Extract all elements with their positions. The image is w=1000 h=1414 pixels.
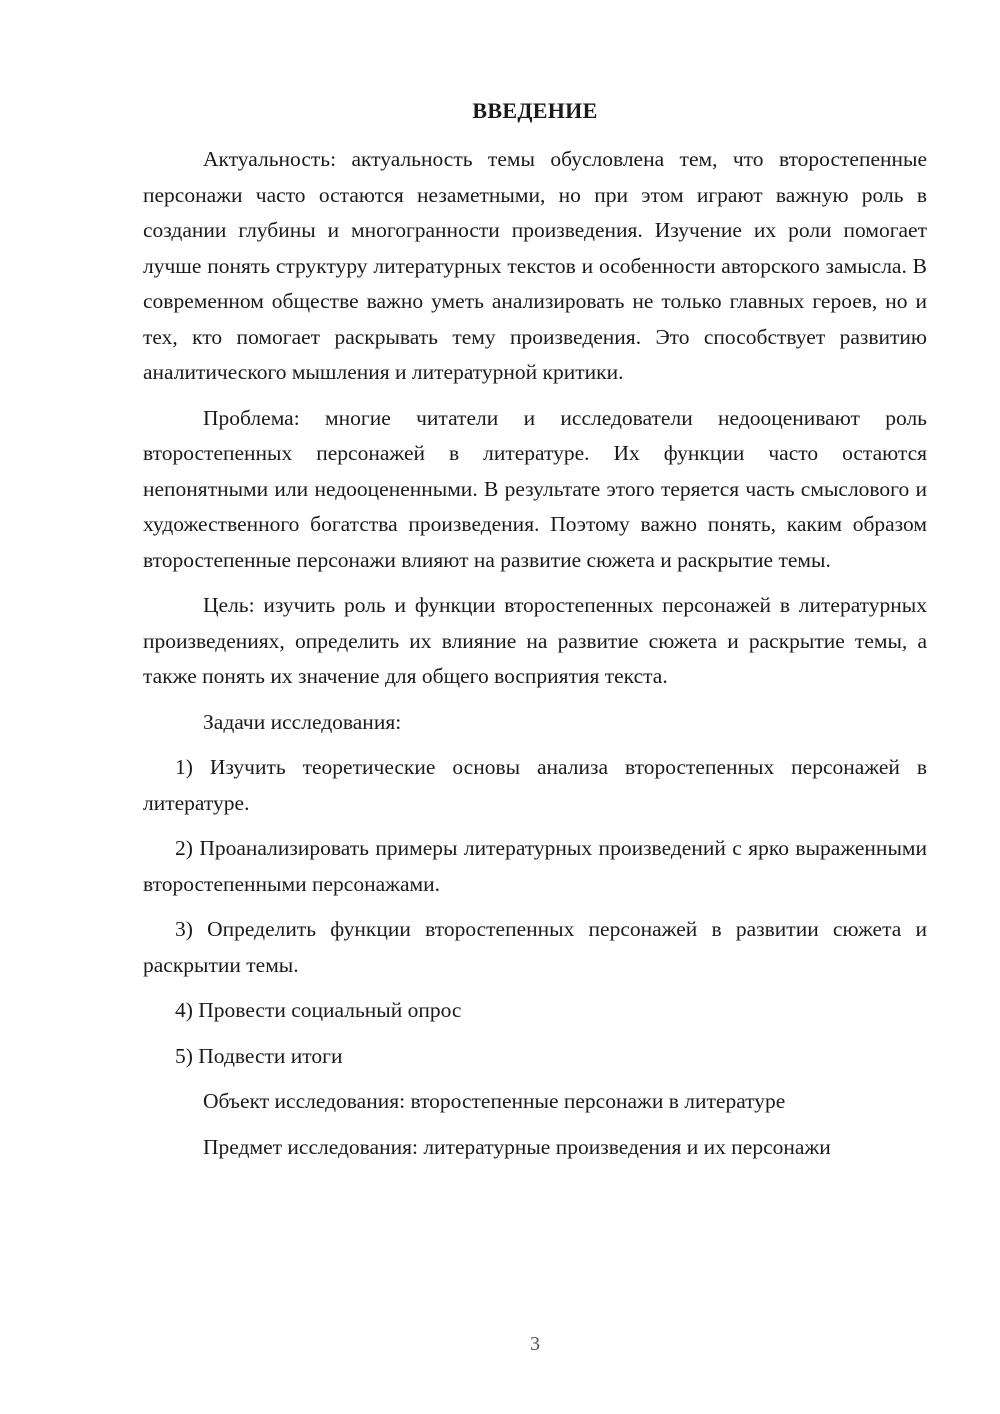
goal-paragraph: Цель: изучить роль и функции второстепенных персонажей в литературных произведениях, определить их влияние на развитие сюжета и раскрытие темы, а также понять их значение для общего восприятия текста. bbox=[143, 593, 927, 688]
tasks-label: Задачи исследования: bbox=[203, 709, 402, 734]
task-item-3: 3) Определить функции второстепенных персонажей в развитии сюжета и раскрытии темы. bbox=[143, 917, 927, 977]
task-item-1: 1) Изучить теоретические основы анализа второстепенных персонажей в литературе. bbox=[143, 755, 927, 815]
page-number: 3 bbox=[530, 1333, 540, 1355]
task-item-2: 2) Проанализировать примеры литературных произведений с ярко выраженными второстепенными персонажами. bbox=[143, 836, 927, 896]
document-page bbox=[143, 96, 927, 1175]
task-item-5: 5) Подвести итоги bbox=[175, 1043, 343, 1068]
research-subject: Предмет исследования: литературные произведения и их персонажи bbox=[203, 1134, 831, 1159]
task-item-4: 4) Провести социальный опрос bbox=[175, 998, 462, 1022]
relevance-paragraph: Актуальность: актуальность темы обусловлена тем, что второстепенные персонажи часто остаются незаметными, но при этом играют важную роль в создании глубины и многогранности произведения. Изучение их роли помогает лучше понять структуру литературных текстов и особенности авторского замысла. В современном обществе важно уметь анализировать не только главных героев, но и тех, кто помогает раскрывать тему произведения. Это способствует развитию аналитического мышления и литературной критики. bbox=[143, 147, 927, 384]
page-title: ВВЕДЕНИЕ bbox=[472, 98, 598, 123]
problem-paragraph: Проблема: многие читатели и исследователи недооценивают роль второстепенных персонажей в литературе. Их функции часто остаются непонятными или недооцененными. В результате этого теряется часть смыслового и художественного богатства произведения. Поэтому важно понять, каким образом второстепенные персонажи влияют на развитие сюжета и раскрытие темы. bbox=[143, 405, 927, 572]
research-object: Объект исследования: второстепенные персонажи в литературе bbox=[203, 1089, 786, 1113]
